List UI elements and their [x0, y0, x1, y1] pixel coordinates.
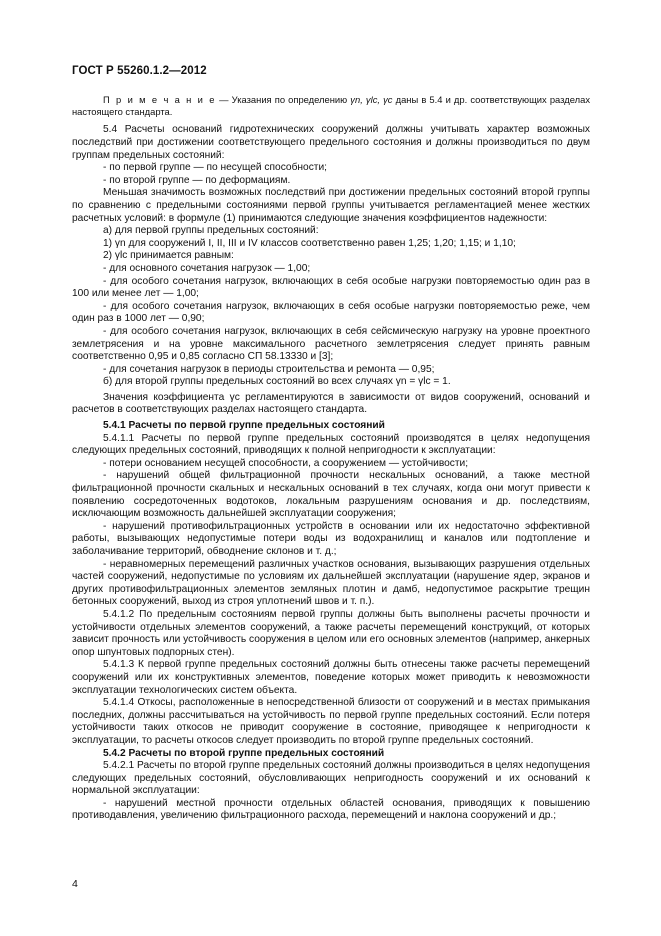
paragraph-coefficient-values: Значения коэффициента γc регламентируются в зависимости от видов сооружений, оснований и расчетов в соответствующих разделах настоящего стандарта. [72, 391, 590, 416]
paragraph-5-4: 5.4 Расчеты оснований гидротехнических сооружений должны учитывать характер возможных последствий при достижении соответствующего предельного состояния и должны производиться по двум группам предельных состояний: [72, 124, 590, 161]
list-item: - для сочетания нагрузок в периоды строительства и ремонта — 0,95; [103, 363, 435, 375]
list-item: а) для первой группы предельных состояний: [103, 225, 319, 237]
list-item: - для основного сочетания нагрузок — 1,00; [103, 262, 311, 274]
paragraph-5-4-1-1: 5.4.1.1 Расчеты по первой группе предельных состояний производятся в целях недопущения следующих предельных состояний, приводящих к полной непригодности к эксплуатации: [72, 432, 590, 457]
list-item: - для особого сочетания нагрузок, включающих в себя особые нагрузки повторяемостью реже, чем один раз в 1000 лет — 0,90; [72, 300, 590, 325]
page-number: 4 [72, 878, 78, 890]
note-label: П р и м е ч а н и е [103, 94, 217, 105]
list-item: - нарушений общей фильтрационной прочности нескальных оснований, а также местной фильтрационной прочности скальных и нескальных оснований в тех случаях, когда они могут привести к появлению сосредоточенных водотоков, локальным разрушениям основания и др. последствиям, исключающим возможность дальнейшей эксплуатации сооружения; [72, 470, 590, 520]
section-heading-5-4-1: 5.4.1 Расчеты по первой группе предельных состояний [103, 420, 385, 432]
document-body [72, 94, 590, 823]
document-header: ГОСТ Р 55260.1.2—2012 [72, 65, 207, 77]
list-item: - по второй группе — по деформациям. [103, 174, 291, 186]
section-heading-5-4-2: 5.4.2 Расчеты по второй группе предельных состояний [103, 747, 385, 759]
paragraph-5-4-1-3: 5.4.1.3 К первой группе предельных состояний должны быть отнесены также расчеты перемещений сооружений или их конструктивных элементов, поведение которых может приводить к невозможности эксплуатации технологических систем объекта. [72, 659, 590, 696]
list-item: - нарушений местной прочности отдельных областей основания, приводящих к повышению противодавления, увеличению фильтрационного расхода, перемещений и наклона сооружений и др.; [72, 797, 590, 822]
list-item: - для особого сочетания нагрузок, включающих в себя сейсмическую нагрузку на уровне проектного землетрясения и на уровне максимального расчетного землетрясения следует принять равным соответственно 0,95 и 0,85 согласно СП 58.13330 и [3]; [72, 325, 590, 363]
list-item: - по первой группе — по несущей способности; [103, 162, 327, 174]
paragraph-5-4-1-4: 5.4.1.4 Откосы, расположенные в непосредственной близости от сооружений и в местах примыкания последних, должны рассчитываться на устойчивость по первой группе предельных состояний. Если потеря устойчивости таких откосов не приводит сооружение в состояние, приводящее к непригодности к эксплуатации, то расчеты откосов следует производить по второй группе предельных состояний. [72, 697, 590, 746]
paragraph-5-4-2-1: 5.4.2.1 Расчеты по второй группе предельных состояний должны производиться в целях недопущения следующих предельных состояний, обусловливающих непригодность сооружений и их оснований к нормальной эксплуатации: [72, 760, 590, 797]
list-item: - потери основанием несущей способности, а сооружением — устойчивости; [103, 457, 469, 469]
note-paragraph [72, 94, 590, 118]
list-item: 1) γn для сооружений I, II, III и IV классов соответственно равен 1,25; 1,20; 1,15; и 1,10; [103, 237, 516, 249]
note-post: даны в 5.4 и др. соответствующих разделах настоящего стандарта. [72, 94, 591, 118]
list-item: - для особого сочетания нагрузок, включающих в себя особые нагрузки повторяемостью один раз в 100 или менее лет — 1,00; [72, 275, 590, 300]
list-item: - нарушений противофильтрационных устройств в основании или их недостаточно эффективной работы, вызывающих недопустимые потери воды из водохранилищ и каналов или подтопление и заболачивание территорий, обводнение склонов и т. д.; [72, 520, 590, 557]
list-item: - неравномерных перемещений различных участков основания, вызывающих разрушения отдельных частей сооружений, недопустимые по условиям их дальнейшей эксплуатации (нарушение ядер, экранов и других противофильтрационных элементов земляных плотин и дамб, недопустимое раскрытие трещин бетонных сооружений, выход из строя уплотнений швов и т. п.). [72, 558, 590, 608]
note-symbols: γn, γlc, γc [350, 94, 393, 105]
note-pre: — Указания по определению [216, 94, 351, 105]
paragraph-5-4-1-2: 5.4.1.2 По предельным состояниям первой группы должны быть выполнены расчеты прочности и устойчивости отдельных элементов сооружений, а также расчеты перемещений конструкций, от которых зависит прочность или устойчивость сооружения в целом или его основных элементов (например, анкерных опор шпунтовых подпорных стен). [72, 608, 590, 658]
list-item: 2) γlc принимается равным: [103, 250, 234, 262]
paragraph-less-significance: Меньшая значимость возможных последствий при достижении предельных состояний второй группы по сравнению с предельными состояниями первой группы учитывается регламентацией менее жестких расчетных условий: в формуле (1) принимаются следующие значения коэффициентов надежности: [72, 187, 590, 224]
list-item: б) для второй группы предельных состояний во всех случаях γn = γlc = 1. [103, 376, 451, 388]
